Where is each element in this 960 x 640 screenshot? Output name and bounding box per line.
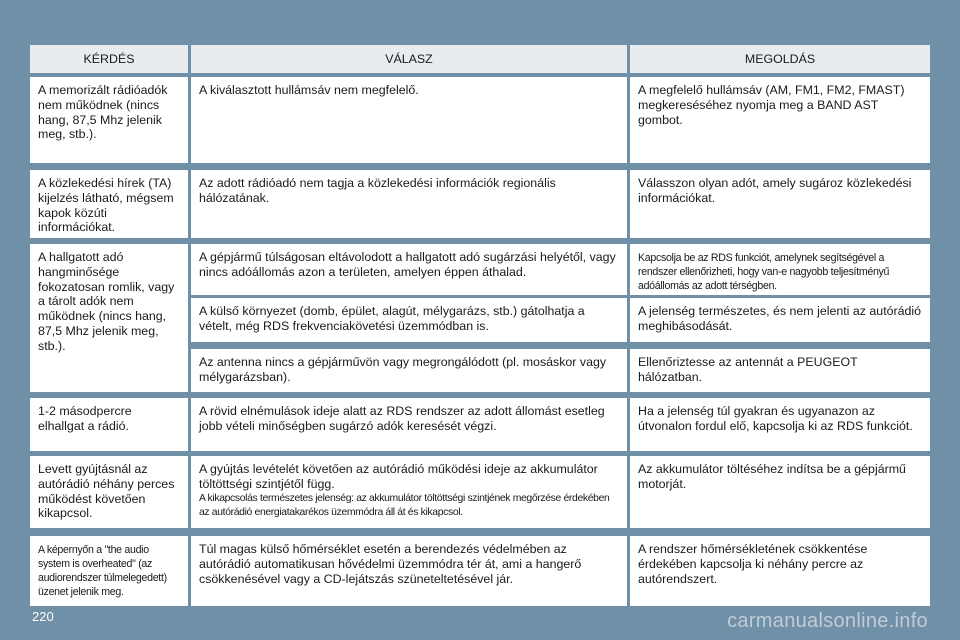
header-answer: VÁLASZ [191,45,627,73]
row2-answer: Az adott rádióadó nem tagja a közlekedési információk regionális hálózatának. [191,170,627,238]
row5-answer-text: A gyújtás levételét követően az autórádió működési ideje az akkumulátor töltöttségi szintjétől függ. [199,462,598,491]
row5-question: Levett gyújtásnál az autórádió néhány perces működést követően kikapcsol. [30,456,188,528]
row3-answer-1: A gépjármű túlságosan eltávolodott a hallgatott adó sugárzási helyétől, vagy nincs adóállomás azon a területen, amelyen éppen áthalad. [191,244,627,295]
row5-answer [191,456,627,528]
row1-solution: A megfelelő hullámsáv (AM, FM1, FM2, FMAST) megkereséséhez nyomja meg a BAND AST gombot. [630,77,930,163]
row2-solution: Válasszon olyan adót, amely sugároz közlekedési információkat. [630,170,930,238]
row4-answer: A rövid elnémulások ideje alatt az RDS rendszer az adott állomást esetleg jobb vételi minőségben sugárzó adók keresését végzi. [191,398,627,451]
row1-answer: A kiválasztott hullámsáv nem megfelelő. [191,77,627,163]
row5-solution: Az akkumulátor töltéséhez indítsa be a gépjármű motorját. [630,456,930,528]
row3-answer-2: A külső környezet (domb, épület, alagút, mélygarázs, stb.) gátolhatja a vételt, még RDS frekvenciakövetési üzemmódban is. [191,298,627,342]
row6-question: A képernyőn a "the audio system is overheated" (az audiorendszer túlmelegedett) üzenet jelenik meg. [30,536,188,606]
row3-solution-3: Ellenőriztesse az antennát a PEUGEOT hálózatban. [630,349,930,392]
header-question: KÉRDÉS [30,45,188,73]
row5-answer-note: A kikapcsolás természetes jelenség: az akkumulátor töltöttségi szintjének megőrzése érdekében az autórádió energiatakarékos üzemmódra áll át és kikapcsol. [199,492,610,518]
watermark: carmanualsonline.info [727,610,928,632]
row1-question: A memorizált rádióadók nem működnek (nincs hang, 87,5 Mhz jelenik meg, stb.). [30,77,188,163]
row6-solution: A rendszer hőmérsékletének csökkentése érdekében kapcsolja ki néhány percre az autórendszert. [630,536,930,606]
header-solution: MEGOLDÁS [630,45,930,73]
row3-solution-1: Kapcsolja be az RDS funkciót, amelynek segítségével a rendszer ellenőrizheti, hogy van-e nagyobb teljesítményű adóállomás az adott térségben. [630,244,930,295]
row2-question: A közlekedési hírek (TA) kijelzés látható, mégsem kapok közúti információkat. [30,170,188,238]
page-number: 220 [32,609,54,624]
row3-solution-2: A jelenség természetes, és nem jelenti az autórádió meghibásodását. [630,298,930,342]
row4-solution: Ha a jelenség túl gyakran és ugyanazon az útvonalon fordul elő, kapcsolja ki az RDS funkciót. [630,398,930,451]
row6-answer: Túl magas külső hőmérséklet esetén a berendezés védelmében az autórádió automatikusan hővédelmi üzemmódra tér át, ami a hangerő csökkenésével vagy a CD-lejátszás szüneteltetésével jár. [191,536,627,606]
row3-question: A hallgatott adó hangminősége fokozatosan romlik, vagy a tárolt adók nem működnek (nincs hang, 87,5 Mhz jelenik meg, stb.). [30,244,188,392]
row4-question: 1-2 másodpercre elhallgat a rádió. [30,398,188,451]
row3-answer-3: Az antenna nincs a gépjárművön vagy megrongálódott (pl. mosáskor vagy mélygarázsban). [191,349,627,392]
